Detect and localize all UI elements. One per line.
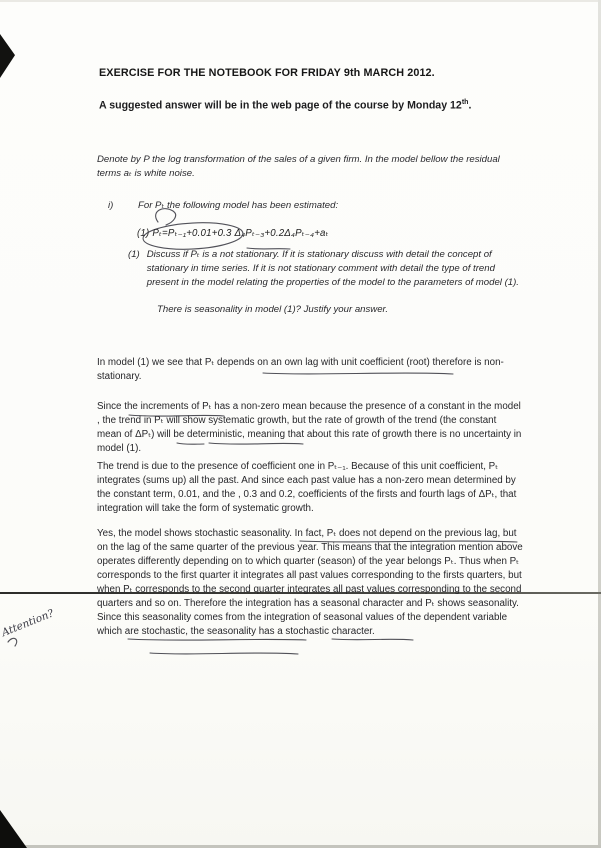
pen-underline-shows-seasonality (332, 639, 413, 640)
document-title: EXERCISE FOR THE NOTEBOOK FOR FRIDAY 9th MARCH 2012. (99, 67, 435, 79)
subtitle-ordinal-suffix: th (461, 99, 469, 106)
item-lead-text: For Pₜ the following model has been estimated: (138, 200, 339, 211)
subtitle-period: . (468, 99, 472, 112)
answer-paragraph-2: Since the increments of Pₜ has a non-zero mean because the presence of a constant in the model , the trend in Pₜ will show systematic growth, but the rate of growth of the trend (the constant mean of ΔPₜ) will be deterministic, meaning that about this rate of growth there is no uncertainty in model (1). (97, 401, 522, 454)
problem-statement: Denote by P the log transformation of the sales of a given firm. In the model bellow the residual terms aₜ is white noise. (97, 154, 500, 179)
handwritten-margin-note: Attention? (0, 607, 56, 640)
answer-paragraph-1: In model (1) we see that Pₜ depends on an own lag with unit coefficient (root) therefore is non-stationary. (97, 357, 504, 382)
question-1-text: Discuss if Pₜ is a not stationary. If it is stationary discuss with detail the concept of stationary in time series. If it is not stationary comment with detail the type of trend present in the model relating the properties of the model to the parameters of model (1). (146, 249, 519, 288)
pen-mark-margin (8, 638, 17, 646)
subtitle-text: A suggested answer will be in the web page of the course by Monday 12 (99, 99, 462, 112)
document-subtitle (99, 99, 471, 112)
question-1-marker: (1) (128, 249, 140, 260)
question-1 (128, 248, 520, 289)
item-i (108, 200, 338, 211)
pen-underline-seasonal-character (128, 639, 306, 640)
scan-edge-top (0, 0, 601, 2)
pen-loop-equation (156, 209, 176, 225)
scan-artifact-bottom-left-corner (0, 810, 27, 848)
answer-paragraph-4: Yes, the model shows stochastic seasonality. In fact, Pₜ does not depend on the previous lag, but on the lag of the same quarter of the previous year. This means that the integration mention above operates differently depending on to which quarter (season) of the year belongs Pₜ. Thus when Pₜ corresponds to the first quarter it integrates all past values corresponding to the firsts quarters, but when Pₜ corresponds to the second quarter integrates all past values corresponding to the second quarters and so on. Therefore the integration has a seasonal character and Pₜ shows seasonality. Since this seasonality comes from the integration of seasonal values of the dependent variable which are stochastic, the seasonality has a stochastic character. (97, 528, 523, 637)
item-marker: i) (108, 200, 114, 211)
pen-underline-integration-seasonal (150, 653, 298, 654)
model-equation: (1) Pₜ=Pₜ₋₁+0.01+0.3 Δ₄Pₜ₋₃+0.2Δ₄Pₜ₋₄+aₜ (137, 228, 329, 239)
scan-artifact-top-left-corner (0, 34, 15, 78)
question-2: There is seasonality in model (1)? Justify your answer. (157, 304, 389, 315)
answer-paragraph-3: The trend is due to the presence of coefficient one in Pₜ₋₁. Because of this unit coefficient, Pₜ integrates (sums up) all the past. And since each past value has a non-zero mean determined by the constant term, 0.01, and the , 0.3 and 0.2, coefficients of the firsts and fourth lags of ΔPₜ, that integration will take the form of systematic growth. (97, 461, 517, 514)
